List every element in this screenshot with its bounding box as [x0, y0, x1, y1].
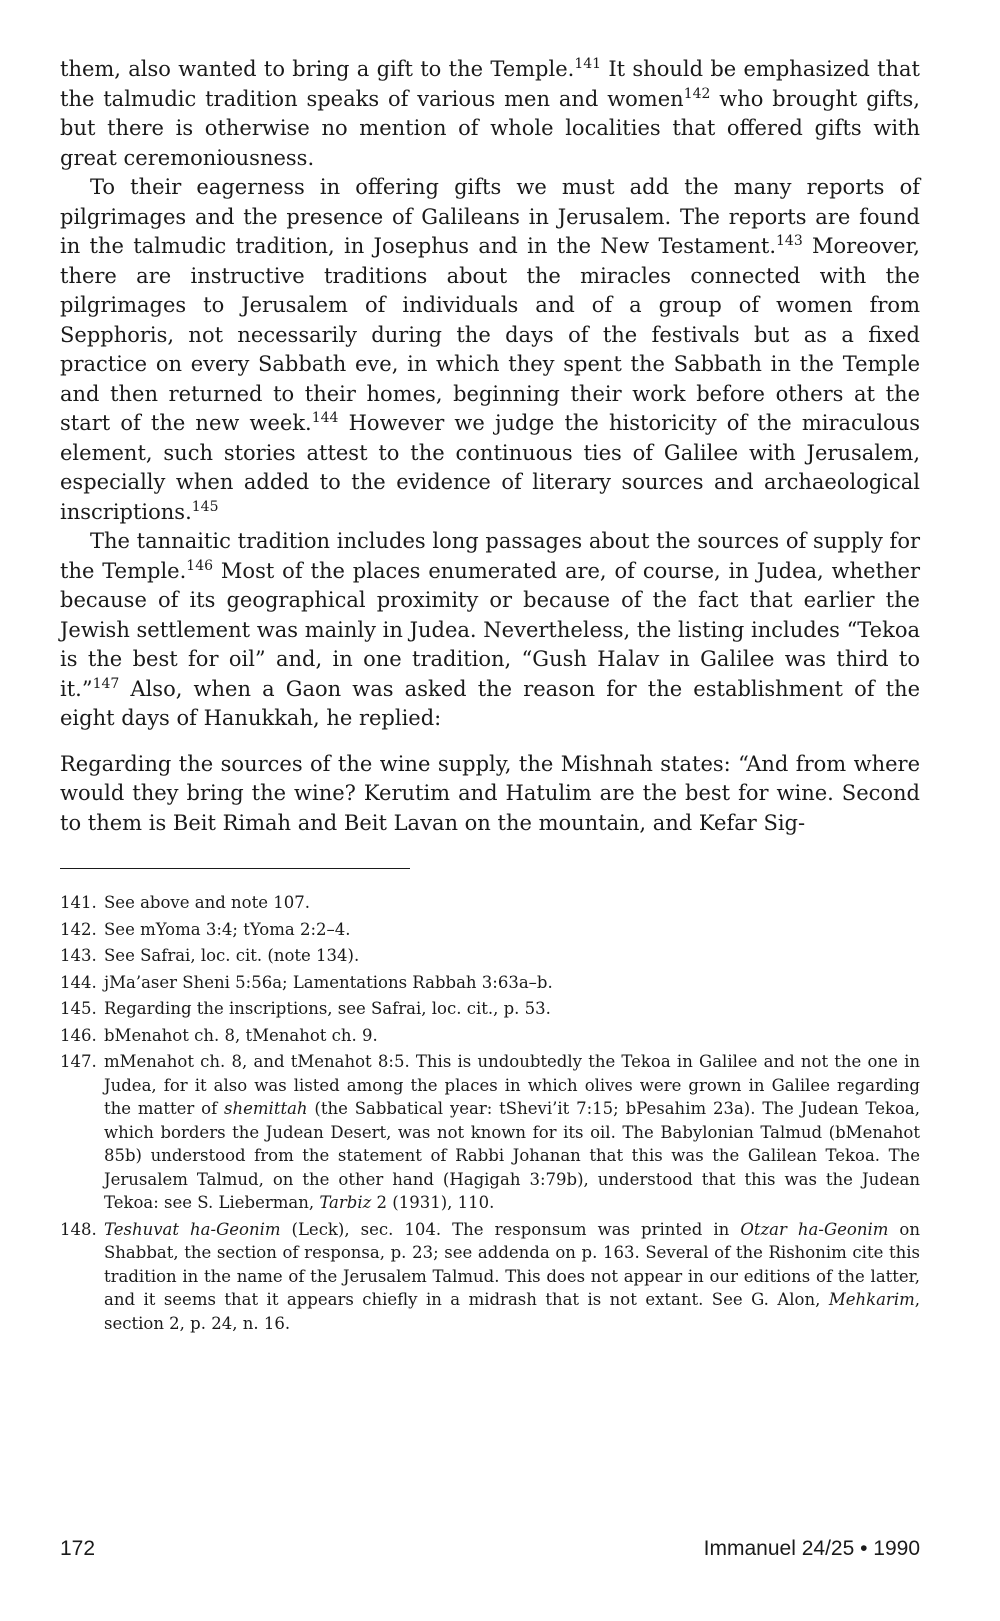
italic-term: shemittah: [224, 1099, 308, 1118]
italic-title: Mehkarim: [828, 1290, 915, 1309]
text-run: Most of the places enumerated are, of course, in Judea, whether because of its geographical proximity or because of the fact that earlier the Jewish settlement was mainly in Judea. Nevertheless, the listing includes “Tekoa is the best for oil” and, in one tradition, “Gush Halav in Galilee was third to it.”: [60, 558, 920, 701]
paragraph-4: Regarding the sources of the wine supply, the Mishnah states: “And from where would they bring the wine? Kerutim and Hatulim are the best for wine. Second to them is Beit Rimah and Beit Lavan on the mountain, and Kefar Sig-: [60, 751, 920, 835]
footnote-141: [60, 891, 920, 915]
footnote-number: 144.: [60, 972, 97, 992]
note-ref-146[interactable]: 146: [186, 557, 214, 574]
footnote-text: [104, 1050, 920, 1215]
note-ref-141[interactable]: 141: [574, 56, 602, 72]
footnote-146: [60, 1024, 920, 1048]
footnote-text: [104, 1218, 920, 1336]
footnote-142: [60, 918, 920, 942]
footnote-number: 141.: [60, 893, 97, 912]
text-run: on Shabbat, the section of responsa, p. 23; see addenda on p. 163. Several of the Rishonim cite this tradition in the name of the Jerusalem Talmud. This does not appear in our editions of the latter, and it seems that it appears chiefly in a midrash that is not extant. See G. Alon,: [104, 1219, 920, 1309]
italic-title: Otzar ha-Geonim: [740, 1219, 889, 1239]
footnote-144: [60, 971, 920, 995]
footnote-text: See mYoma 3:4; tYoma 2:2–4.: [104, 919, 351, 939]
text-run: 2 (1931), 110.: [371, 1193, 495, 1212]
paragraph-1: [60, 55, 920, 173]
text-run: It should be emphasized that the talmudic tradition speaks of various men and women: [60, 57, 920, 111]
text-run: mMenahot ch. 8, and tMenahot 8:5. This is undoubtedly the Tekoa in Galilee and not the one in Judea, for it also was listed among the places in which olives were grown in Galilee regarding the matter of: [104, 1052, 920, 1118]
note-ref-145[interactable]: 145: [191, 498, 219, 515]
footnote-text: See Safrai, loc. cit. (note 134).: [104, 946, 360, 965]
text-run: However we judge the historicity of the miraculous element, such stories attest to the continuous ties of Galilee with Jerusalem, especially when added to the evidence of literary sources and archaeological inscriptions.: [60, 411, 920, 524]
footnote-number: 142.: [60, 919, 97, 939]
footnote-text: bMenahot ch. 8, tMenahot ch. 9.: [104, 1025, 378, 1045]
note-ref-142[interactable]: 142: [683, 85, 711, 102]
footnote-number: 147.: [60, 1052, 97, 1071]
note-ref-144[interactable]: 144: [311, 410, 339, 426]
footnote-145: [60, 997, 920, 1021]
page-content: [60, 55, 920, 1338]
footnote-text: See above and note 107.: [104, 893, 310, 912]
footnote-number: 146.: [60, 1025, 97, 1045]
journal-citation: Immanuel 24/25 • 1990: [703, 1537, 920, 1560]
italic-title: Teshuvat ha-Geonim: [104, 1219, 281, 1239]
italic-title: Tarbiz: [319, 1193, 372, 1212]
footnote-list: [60, 891, 920, 1335]
footnote-148: [60, 1218, 920, 1336]
text-run: The tannaitic tradition includes long passages about the sources of supply for the Temple.: [60, 529, 920, 583]
text-run: them, also wanted to bring a gift to the Temple.: [60, 57, 575, 81]
footnote-number: 148.: [60, 1219, 97, 1239]
text-run: To their eagerness in offering gifts we must add the many reports of pilgrimages and the presence of Galileans in Jerusalem. The reports are found in the talmudic tradition, in Josephus and in the New Testament.: [60, 175, 920, 258]
page-footer: [60, 1537, 920, 1561]
page-number: 172: [60, 1537, 96, 1560]
text-run: Moreover, there are instructive traditions about the miracles connected with the pilgrimages to Jerusalem of individuals and of a group of women from Sepphoris, not necessarily during the days of the festivals but as a fixed practice on every Sabbath eve, in which they spent the Sabbath in the Temple and then returned to their homes, beginning their work before others at the start of the new week.: [60, 234, 920, 435]
footnote-143: [60, 944, 920, 968]
footnote-divider: [60, 868, 410, 869]
paragraph-2: [60, 173, 920, 527]
text-run: who brought gifts, but there is otherwise no mention of whole localities that offered gifts with great ceremoniousness.: [60, 86, 920, 170]
footnote-number: 145.: [60, 999, 97, 1018]
footnote-text: jMa’aser Sheni 5:56a; Lamentations Rabbah 3:63a–b.: [104, 972, 553, 992]
text-run: , section 2, p. 24, n. 16.: [104, 1290, 920, 1333]
text-run: (the Sabbatical year: tShevi’it 7:15; bPesahim 23a). The Judean Tekoa, which borders the Judean Desert, was not known for its oil. The Babylonian Talmud (bMenahot 85b) understood from the statement of Rabbi Johanan that this was the Galilean Tekoa. The Jerusalem Talmud, on the other hand (Hagigah 3:79b), understood that this was the Judean Tekoa: see S. Lieberman,: [104, 1099, 920, 1212]
note-ref-143[interactable]: 143: [776, 233, 803, 249]
footnote-147: [60, 1050, 920, 1215]
text-run: Also, when a Gaon was asked the reason for the establishment of the eight days of Hanukkah, he replied:: [60, 676, 920, 730]
note-ref-147[interactable]: 147: [92, 675, 120, 692]
footnote-text: Regarding the inscriptions, see Safrai, loc. cit., p. 53.: [104, 999, 551, 1018]
footnote-number: 143.: [60, 946, 97, 965]
paragraph-3: [60, 527, 920, 734]
text-run: (Leck), sec. 104. The responsum was printed in: [280, 1219, 741, 1239]
